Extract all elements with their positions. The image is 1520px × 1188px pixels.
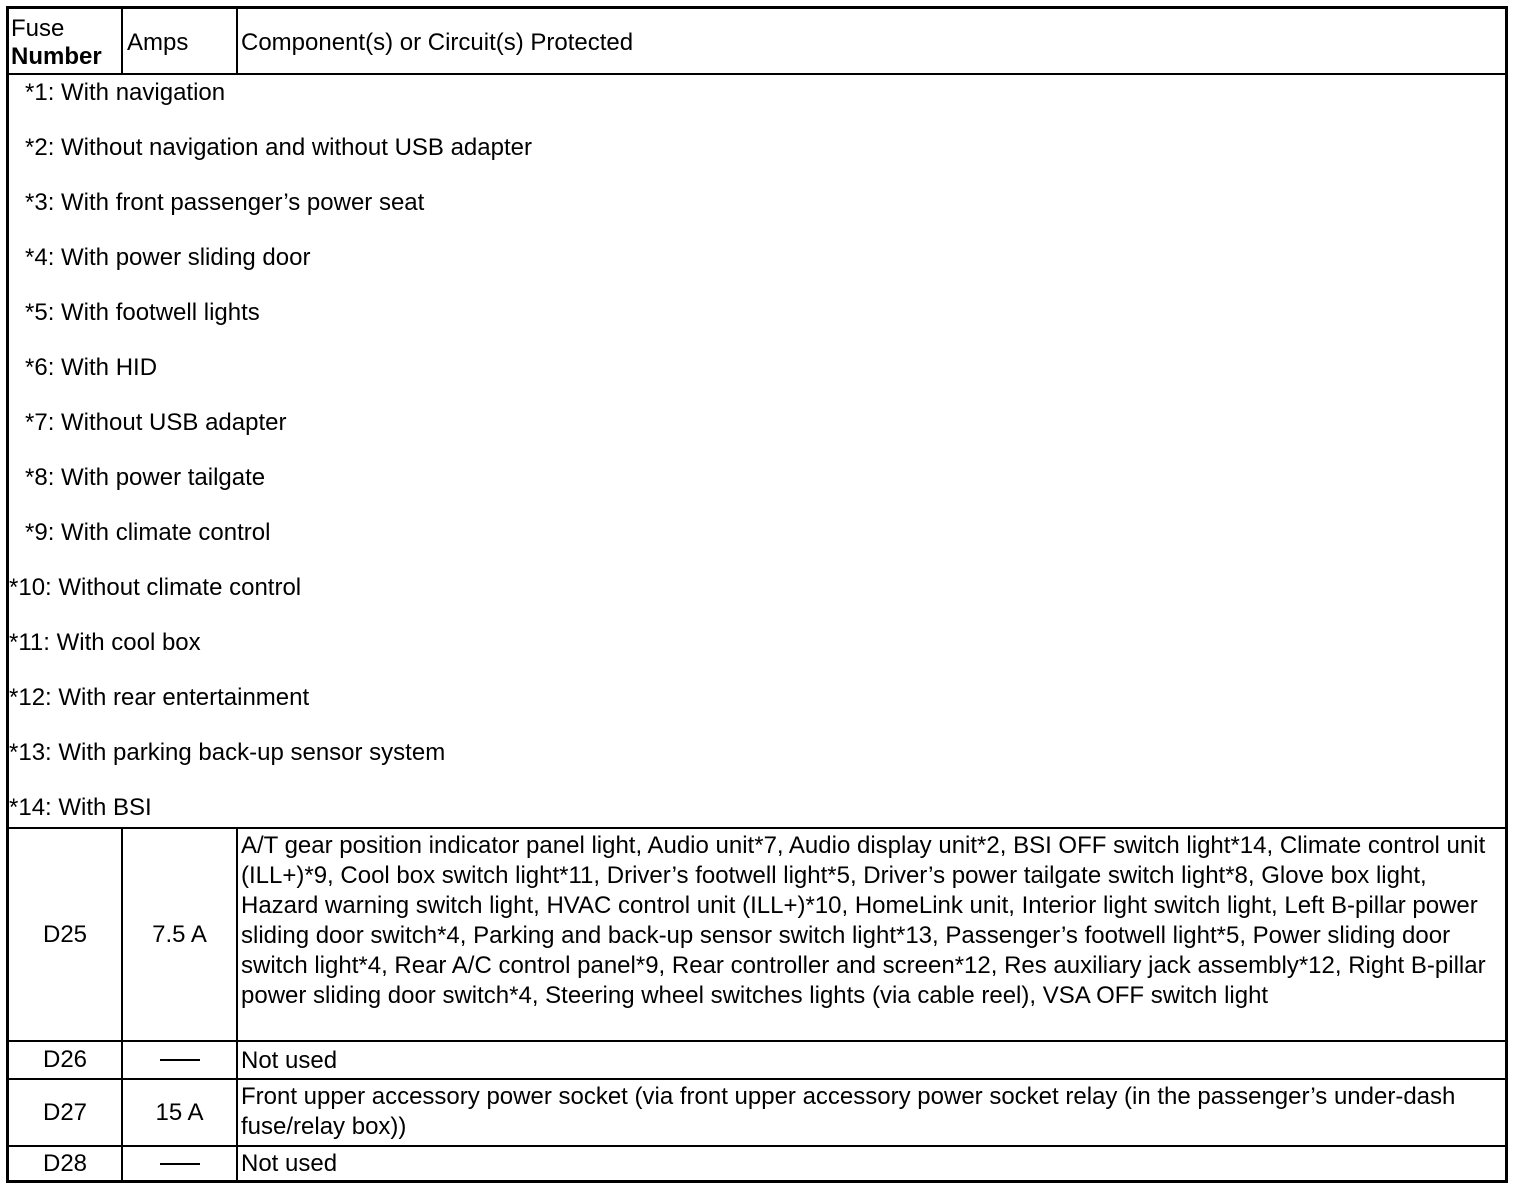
fuse-amps-text: 7.5 A (152, 920, 207, 948)
footnote-3: *3: With front passenger’s power seat (25, 189, 425, 216)
fuse-component: A/T gear position indicator panel light, Audio unit*7, Audio display unit*2, BSI OFF switch light*14, Climate control unit (ILL+)*9, Cool box switch light*11, Driver’s footwell light*5, Driver’s power tailgate switch light*8, Glove box light, Hazard warning switch light, HVAC control unit (ILL+)*10, HomeLink unit, Interior light switch light, Left B-pillar power sliding door switch*4, Parking and back-up sensor switch light*13, Passenger’s footwell light*5, Power sliding door switch light*4, Rear A/C control panel*9, Rear controller and screen*12, Res auxiliary jack assembly*12, Right B-pillar power sliding door switch*4, Steering wheel switches lights (via cable reel), VSA OFF switch light (241, 832, 1486, 1009)
header-fuse-line2: Number (11, 43, 102, 70)
fuse-number (9, 1042, 123, 1078)
header-fuse-line1: Fuse (11, 15, 65, 42)
footnote-8: *8: With power tailgate (25, 464, 266, 491)
table-row (9, 1147, 1505, 1180)
fuse-component: Not used (241, 1047, 338, 1074)
footnote-13: *13: With parking back-up sensor system (9, 739, 446, 766)
footnote-6: *6: With HID (25, 354, 158, 381)
header-amps: Amps (123, 9, 238, 73)
footnote-2: *2: Without navigation and without USB adapter (25, 134, 532, 161)
fuse-component: Front upper accessory power socket (via front upper accessory power socket relay (in the passenger’s under-dash fuse/relay box)) (241, 1083, 1456, 1140)
table-row (9, 1042, 1505, 1080)
fuse-component: Not used (241, 1150, 338, 1177)
footnote-4: *4: With power sliding door (25, 244, 311, 271)
footnote-12: *12: With rear entertainment (9, 684, 310, 711)
fuse-number-text: D28 (42, 1149, 88, 1177)
table-row (9, 829, 1505, 1042)
fuse-amps-text: 15 A (155, 1098, 204, 1126)
footnote-5: *5: With footwell lights (25, 299, 260, 326)
footnotes (9, 75, 1505, 829)
fuse-number (9, 829, 123, 1040)
header-fuse-number (9, 9, 123, 73)
fuse-number-text: D25 (42, 920, 88, 948)
not-used-dash (160, 1163, 200, 1165)
fuse-amps (123, 829, 238, 1040)
footnote-10: *10: Without climate control (9, 574, 302, 601)
footnote-11: *11: With cool box (9, 629, 201, 656)
footnote-1: *1: With navigation (25, 79, 226, 106)
footnote-7: *7: Without USB adapter (25, 409, 287, 436)
header-component: Component(s) or Circuit(s) Protected (241, 29, 634, 56)
fuse-number (9, 1147, 123, 1180)
fuse-number (9, 1080, 123, 1145)
footnote-9: *9: With climate control (25, 519, 271, 546)
fuse-amps (123, 1147, 238, 1180)
footnote-14: *14: With BSI (9, 794, 152, 821)
table-header (9, 9, 1505, 75)
fuse-number-text: D27 (42, 1098, 88, 1126)
fuse-amps (123, 1080, 238, 1145)
not-used-dash (160, 1059, 200, 1061)
table-row (9, 1080, 1505, 1147)
fuse-number-text: D26 (42, 1046, 88, 1073)
fuse-amps (123, 1042, 238, 1078)
fuse-table (6, 6, 1508, 1183)
